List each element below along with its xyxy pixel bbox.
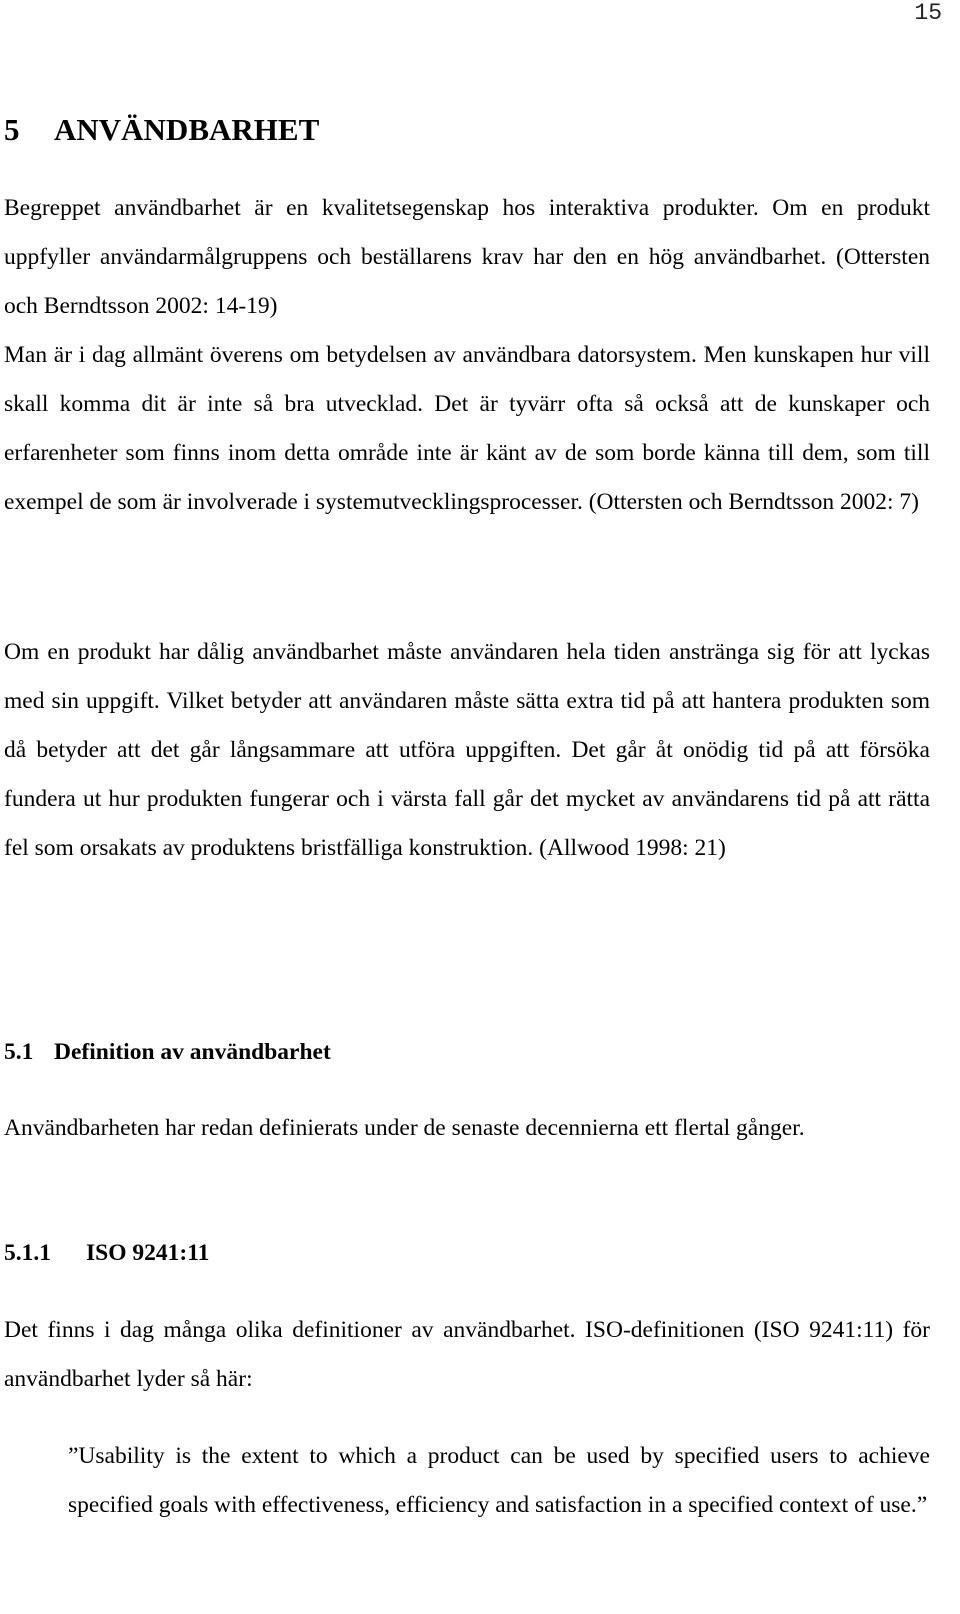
chapter-title: ANVÄNDBARHET [54,112,320,147]
paragraph-iso: Det finns i dag många olika definitioner av användbarhet. ISO-definitionen (ISO 9241:11) för användbarhet lyder så här: [4,1317,930,1392]
section-number: 5.1 [4,1039,34,1065]
iso-quote: ”Usability is the extent to which a product can be used by specified users to achieve specified goals with effectiveness, efficiency and satisfaction in a specified context of use.” [68,1443,930,1518]
page-number: 15 [914,0,942,26]
chapter-heading [4,110,319,150]
section-heading-5-1 [4,1032,331,1072]
paragraph-definition: Användbarheten har redan definierats under de senaste decennierna ett flertal gånger. [4,1115,805,1141]
paragraph-intro: Begreppet användbarhet är en kvalitetsegenskap hos interaktiva produkter. Om en produkt uppfyller användarmålgruppens och beställarens krav har den en hög användbarhet. (Ottersten och Berndtsson 2002: 14-19) [4,195,930,319]
section-heading-5-1-1 [4,1233,209,1273]
section-title: Definition av användbarhet [54,1039,331,1065]
paragraph-poor-usability: Om en produkt har dålig användbarhet måste användaren hela tiden anstränga sig för att lyckas med sin uppgift. Vilket betyder att användaren måste sätta extra tid på att hantera produkten som då betyder att det går långsammare att utföra uppgiften. Det går åt onödig tid på att försöka fundera ut hur produkten fungerar och i värsta fall går det mycket av användarens tid på att rätta fel som orsakats av produktens bristfälliga konstruktion. (Allwood 1998: 21) [4,639,930,861]
chapter-number: 5 [4,112,20,147]
subsection-number: 5.1.1 [4,1240,51,1266]
subsection-title: ISO 9241:11 [86,1240,210,1266]
paragraph-consensus: Man är i dag allmänt överens om betydelsen av användbara datorsystem. Men kunskapen hur vill skall komma dit är inte så bra utvecklad. Det är tyvärr ofta så också att de kunskaper och erfarenheter som finns inom detta område inte är känt av de som borde känna till dem, som till exempel de som är involverade i systemutvecklingsprocesser. (Ottersten och Berndtsson 2002: 7) [4,342,930,515]
